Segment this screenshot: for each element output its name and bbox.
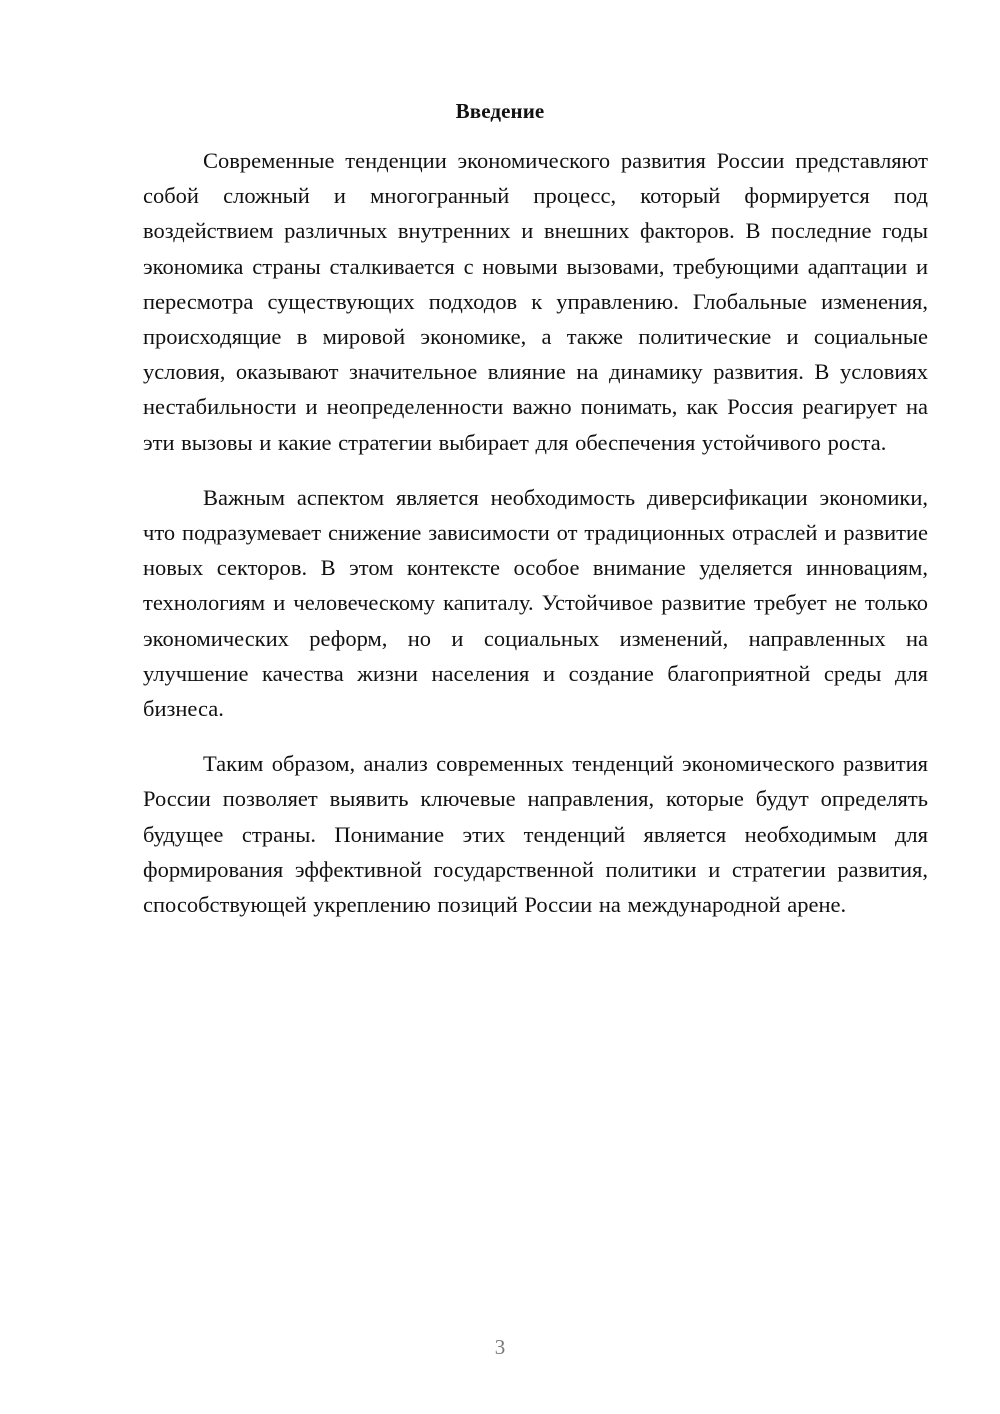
section-heading: Введение [455, 99, 545, 123]
paragraph-3: Таким образом, анализ современных тенденций экономического развития России позволяет выявить ключевые направления, которые будут определять будущее страны. Понимание этих тенденций является необходимым для формирования эффективной государственной политики и стратегии развития, способствующей укреплению позиций России на международной арене. [143, 751, 928, 918]
body-text [143, 143, 928, 942]
paragraph-1: Современные тенденции экономического развития России представляют собой сложный и многогранный процесс, который формируется под воздействием различных внутренних и внешних факторов. В последние годы экономика страны сталкивается с новыми вызовами, требующими адаптации и пересмотра существующих подходов к управлению. Глобальные изменения, происходящие в мировой экономике, а также политические и социальные условия, оказывают значительное влияние на динамику развития. В условиях нестабильности и неопределенности важно понимать, как Россия реагирует на эти вызовы и какие стратегии выбирает для обеспечения устойчивого роста. [143, 148, 928, 455]
page-number: 3 [494, 1335, 506, 1359]
paragraph-2: Важным аспектом является необходимость диверсификации экономики, что подразумевает снижение зависимости от традиционных отраслей и развитие новых секторов. В этом контексте особое внимание уделяется инновациям, технологиям и человеческому капиталу. Устойчивое развитие требует не только экономических реформ, но и социальных изменений, направленных на улучшение качества жизни населения и создание благоприятной среды для бизнеса. [143, 484, 928, 722]
